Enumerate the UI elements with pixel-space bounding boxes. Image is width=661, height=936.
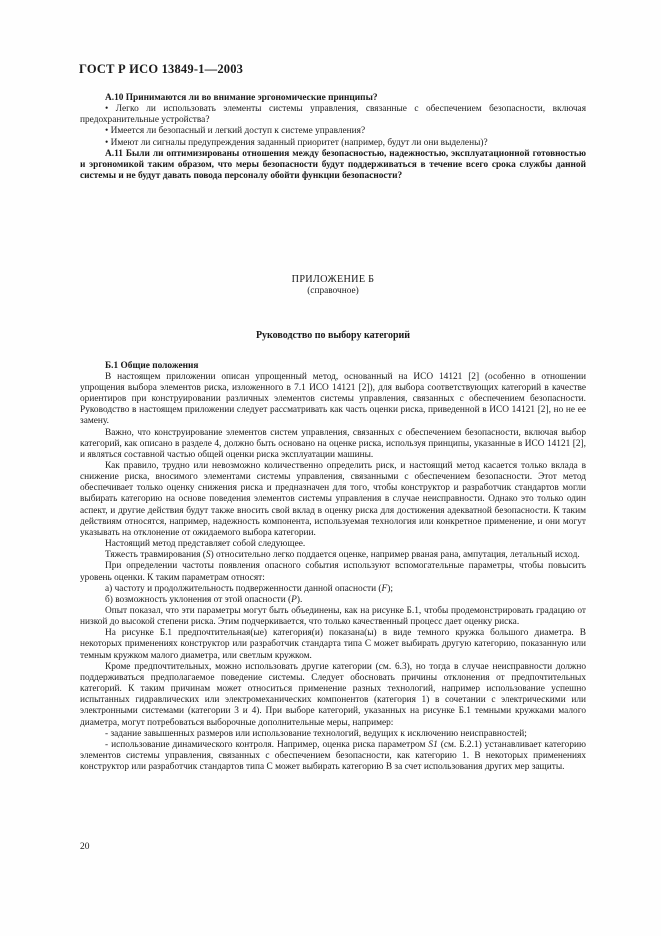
annex-subtitle: (справочное) (307, 286, 359, 297)
list-item-a (80, 584, 586, 595)
annex-title: ПРИЛОЖЕНИЕ Б (291, 274, 375, 286)
paragraph-b1-3: Как правило, трудно или невозможно количественно определить риск, и настоящий метод касается только вклада в снижение риска, вносимого элементами системы управления, связанными с обеспечением безопасности. Этот метод обеспечивает только оценку снижения риска и предназначен для того, чтобы конструктор и разработчик стандартов могли выбирать категорию на основе поведения элементов системы управления в случае неисправности. Однако это только один аспект, и другие действия будут также вносить свой вклад в оценку риска для достижения адекватной безопасности. К таким действиям относятся, например, надежность компонента, используемая технология или конкретное применение, и они могут указывать на отклонение от ожидаемого выбора категории. (80, 460, 586, 538)
paragraph-b1-4: Настоящий метод представляет собой следующее. (105, 539, 306, 550)
document-body (80, 93, 586, 773)
list-item-b-pre: б) возможность уклонения от этой опасности ( (105, 594, 292, 605)
paragraph-b1-13-pre: - использование динамического контроля. Например, оценка риска параметром (105, 739, 429, 750)
list-item-a-pre: а) частоту и продолжительность подверженности данной опасности ( (105, 583, 382, 594)
bullet-a10-1: • Легко ли использовать элементы системы управления, связанные с обеспечением безопасности, включая предохранительные устройства? (80, 104, 586, 126)
frequency-symbol: F (381, 583, 388, 594)
avoidance-symbol: Р (291, 594, 297, 605)
paragraph-b1-2: Важно, что конструирование элементов систем управления, связанных с обеспечением безопасности, включая выбор категорий, как описано в разделе 4, должно быть основано на оценке риска, используя принципы, указанные в ИСО 14121 [2], и являться составной частью общей оценки риска эксплуатации машины. (80, 427, 586, 460)
section-heading-b1: Б.1 Общие положения (105, 360, 199, 371)
bullet-a10-2: • Имеется ли безопасный и легкий доступ к системе управления? (105, 126, 366, 137)
paragraph-b1-5 (80, 550, 586, 561)
page-number: 20 (80, 842, 90, 852)
bullet-a10-3: • Имеют ли сигналы предупреждения заданный приоритет (например, будут ли они выделены)? (105, 137, 488, 148)
paragraph-b1-13 (80, 740, 586, 773)
paragraph-b1-10: На рисунке Б.1 предпочтительная(ые) категория(и) показана(ы) в виде темного кружка большого диаметра. В некоторых применениях конструктор или разработчик стандарта типа С может выбирать другую категорию, показанную или темным кружком малого диаметра, или светлым кружком. (80, 628, 586, 661)
paragraph-b1-1: В настоящем приложении описан упрощенный метод, основанный на ИСО 14121 [2] (особенно в отношении упрощения выбора элементов риска, изложенного в 7.1 ИСО 14121 [2]), для выбора соответствующих категорий в качестве ориентиров при конструировании различных элементов системы управления, связанных с обеспечением безопасности. Руководство в настоящем приложении следует рассматривать как часть оценки риска, приведенной в ИСО 14121 [2], но не ее замену. (80, 371, 586, 427)
severity-symbol: S (205, 550, 211, 561)
list-item-a-post: ); (387, 583, 393, 594)
paragraph-b1-13-post: (см. Б.2.1) устанавливает категорию элементов системы управления, связанных с обеспечением безопасности, как категорию 1. В некоторых применениях конструктор или разработчик стандартов типа С может выбирать категорию В за счет использования других мер защиты. (80, 739, 587, 773)
parameter-symbol: S1 (428, 739, 438, 750)
paragraph-b1-5-post: ) относительно легко поддается оценке, например рваная рана, ампутация, летальный исход. (210, 550, 580, 561)
paragraph-b1-12: - задание завышенных размеров или использование технологий, ведущих к исключению неисправностей; (105, 728, 527, 739)
question-a10: А.10 Принимаются ли во внимание эргономические принципы? (105, 93, 378, 103)
list-item-b (80, 595, 586, 606)
document-header: ГОСТ Р ИСО 13849-1—2003 (79, 62, 244, 76)
paragraph-b1-5-pre: Тяжесть травмирования ( (105, 550, 206, 561)
paragraph-b1-11: Кроме предпочтительных, можно использовать другие категории (см. 6.3), но тогда в случае неисправности должно поддерживаться предполагаемое поведение системы. Следует обосновать причины отклонения от предпочтительных категорий. К таким причинам может относиться применение разных технологий, например использование успешно испытанных гидравлических или электромеханических компонентов (категория 1) в сочетании с электрическими или электронными системами (категории 3 и 4). При выборе категорий, указанных на рисунке Б.1 темными кружками малого диаметра, могут потребоваться выборочные дополнительные меры, например: (80, 661, 586, 728)
paragraph-b1-6: При определении частоты появления опасного события используют вспомогательные параметры, чтобы повысить уровень оценки. К таким параметрам относят: (80, 561, 586, 583)
paragraph-b1-9: Опыт показал, что эти параметры могут быть объединены, как на рисунке Б.1, чтобы продемонстрировать градацию от низкой до высокой степени риска. Этим подчеркивается, что только качественный процесс дает оценку риска. (80, 606, 586, 628)
annex-main-title: Руководство по выбору категорий (255, 330, 411, 342)
question-a11: А.11 Были ли оптимизированы отношения между безопасностью, надежностью, эксплуатационной готовностью и эргономикой таким образом, что меры безопасности будут поддерживаться в течение всего срока службы данной системы и не будут давать повода персоналу обойти функции безопасности? (80, 148, 586, 182)
list-item-b-post: ). (296, 594, 303, 605)
